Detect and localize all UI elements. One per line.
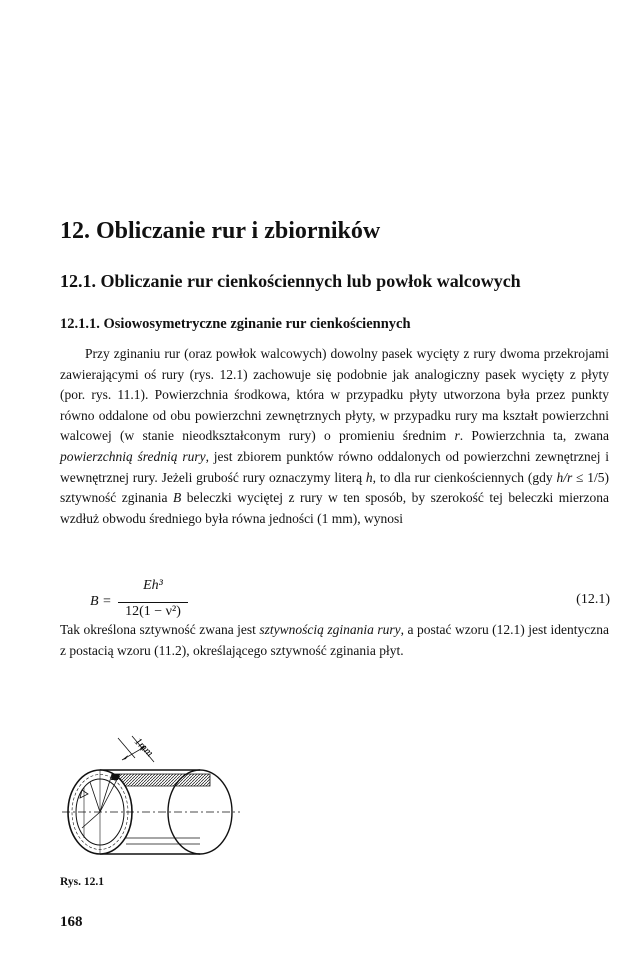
formula-numerator: Eh³: [143, 578, 163, 593]
paragraph-stiffness: Tak określona sztywność zwana jest sztywnością zginania rury, a postać wzoru (12.1) jest identyczna z postacią wzoru (11.2), określającego sztywność zginania płyt.: [60, 622, 609, 658]
formula-fraction-bar: [118, 602, 188, 603]
formula-label: (12.1): [576, 592, 610, 607]
figure-caption: Rys. 12.1: [60, 876, 105, 888]
term-mean-surface: powierzchnią średnią rury: [60, 448, 206, 464]
subsection-title: 12.1.1. Osiowosymetryczne zginanie rur cienkościennych: [60, 316, 411, 332]
formula-equals: =: [103, 594, 111, 609]
figure-pipe-strip: [60, 728, 250, 863]
chapter-title: 12. Obliczanie rur i zbiorników: [60, 218, 381, 244]
pipe-diagram: [60, 728, 250, 863]
term-bending-stiffness: sztywnością zginania rury: [259, 622, 401, 637]
section-title: 12.1. Obliczanie rur cienkościennych lub powłok walcowych: [60, 271, 521, 291]
page-number: 168: [60, 914, 83, 930]
formula-lhs: B: [90, 594, 99, 609]
formula-denominator: 12(1 − ν²): [125, 604, 181, 619]
dimension-label: 1mm: [131, 735, 156, 760]
paragraph-bending: Przy zginaniu rur (oraz powłok walcowych) dowolny pasek wycięty z rury dwoma przekrojami zawierającymi oś rury (rys. 12.1) zachowuje się podobnie jak analogiczny pasek wycięty z płyty (por. rys. 11.1). Powierzchnia środkowa, która w przypadku płyty utworzona była przez punkty równo oddalone od obu powierzchni zewnętrznych płyty, w przypadku rury ma kształt powierzchni walcowej (w stanie nieodkształconym rury) o promieniu średnim r. Powierzchnia ta, zwana powierzchnią średnią rury, jest zbiorem punktów równo oddalonych od powierzchni zewnętrznej i wewnętrznej rury. Jeżeli grubość rury oznaczymy literą h, to dla rur cienkościennych (gdy h/r ≤ 1/5) sztywność zginania B beleczki wyciętej z rury w ten sposób, by szerokość tej beleczki mierzona wzdłuż obwodu średniego była równa jedności (1 mm), wynosi: [60, 346, 610, 526]
